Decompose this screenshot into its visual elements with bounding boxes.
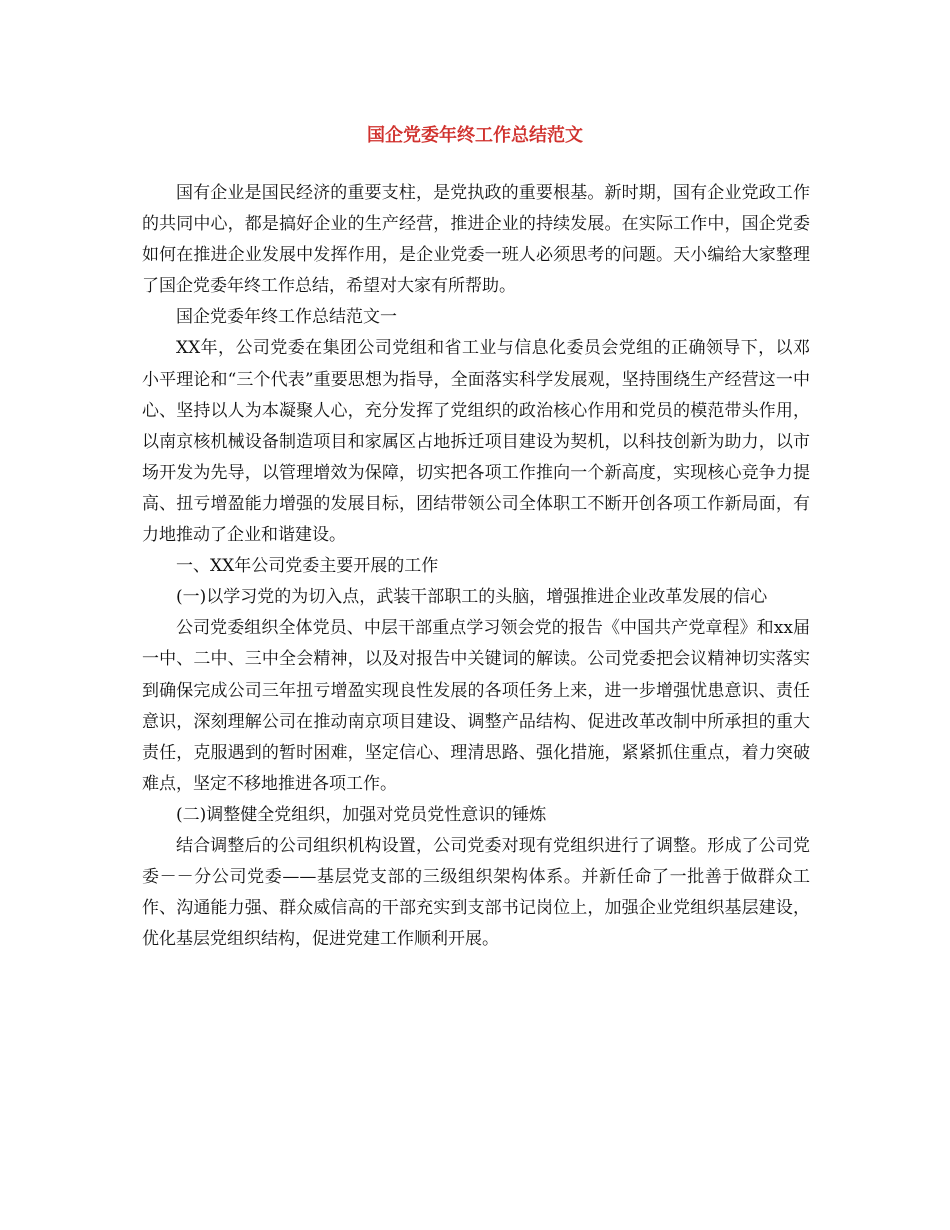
summary-paragraph: XX年，公司党委在集团公司党组和省工业与信息化委员会党组的正确领导下，以邓小平理论和“三个代表”重要思想为指导，全面落实科学发展观，坚持围绕生产经营这一中心、坚持以人为本凝聚人心，充分发挥了党组织的政治核心作用和党员的模范带头作用，以南京核机械设备制造项目和家属区占地拆迁项目建设为契机，以科技创新为助力，以市场开发为先导，以管理增效为保障，切实把各项工作推向一个新高度，实现核心竞争力提高、扭亏增盈能力增强的发展目标，团结带领公司全体职工不断开创各项工作新局面，有力地推动了企业和谐建设。 [142, 338, 810, 546]
intro-paragraph: 国有企业是国民经济的重要支柱，是党执政的重要根基。新时期，国有企业党政工作的共同中心，都是搞好企业的生产经营，推进企业的持续发展。在实际工作中，国企党委如何在推进企业发展中发挥作用，是企业党委一班人必须思考的问题。天小编给大家整理了国企党委年终工作总结，希望对大家有所帮助。 [142, 183, 810, 297]
subheading-1: (一)以学习党的为切入点，武装干部职工的头脑，增强推进企业改革发展的信心 [176, 587, 768, 608]
organization-paragraph: 结合调整后的公司组织机构设置，公司党委对现有党组织进行了调整。形成了公司党委－－分公司党委——基层党支部的三级组织架构体系。并新任命了一批善于做群众工作、沟通能力强、群众威信高的干部充实到支部书记岗位上，加强企业党组织基层建设，优化基层党组织结构，促进党建工作顺利开展。 [142, 835, 810, 950]
study-paragraph: 公司党委组织全体党员、中层干部重点学习领会党的报告《中国共产党章程》和xx届一中、二中、三中全会精神，以及对报告中关键词的解读。公司党委把会议精神切实落实到确保完成公司三年扭亏增盈实现良性发展的各项任务上来，进一步增强忧患意识、责任意识，深刻理解公司在推动南京项目建设、调整产品结构、促进改革改制中所承担的重大责任，克服遇到的暂时困难，坚定信心、理清思路、强化措施，紧紧抓住重点，着力突破难点，坚定不移地推进各项工作。 [142, 618, 810, 794]
section-heading-work: 一、XX年公司党委主要开展的工作 [176, 556, 439, 577]
subheading-2: (二)调整健全党组织，加强对党员党性意识的锤炼 [176, 804, 547, 825]
document-title: 国企党委年终工作总结范文 [367, 125, 583, 146]
section-heading-1: 国企党委年终工作总结范文一 [176, 307, 397, 328]
document-body [142, 178, 810, 955]
